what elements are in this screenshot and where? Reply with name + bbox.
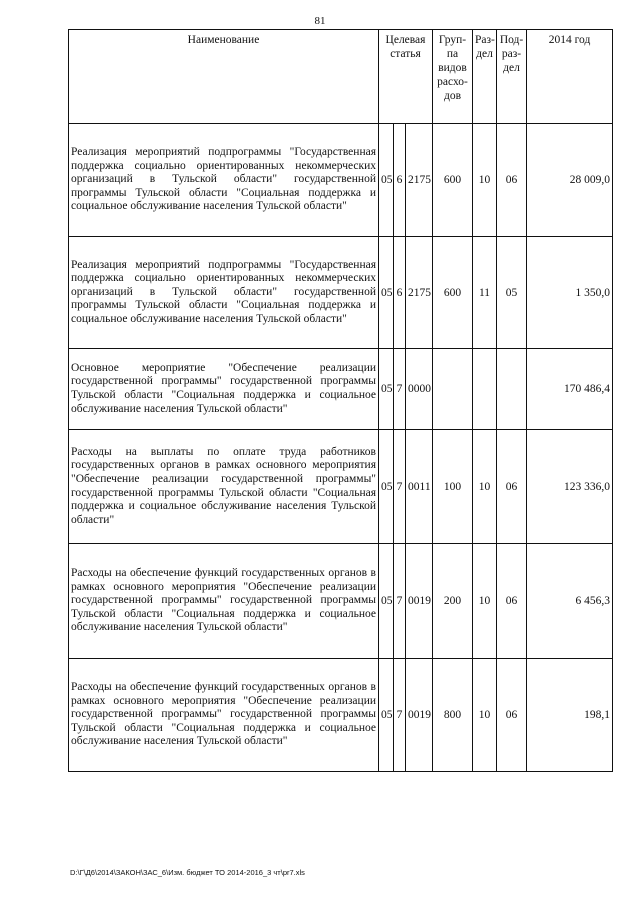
row-group: 600 — [433, 237, 473, 349]
table-row — [69, 659, 613, 772]
table-header-row — [69, 30, 613, 124]
row-section: 11 — [473, 237, 497, 349]
header-section: Раз-дел — [473, 30, 497, 124]
header-target-article: Целевая статья — [379, 30, 433, 124]
row-code1: 05 — [379, 349, 394, 430]
budget-table — [68, 29, 613, 772]
row-code3: 0011 — [406, 430, 433, 544]
row-code2: 7 — [394, 430, 406, 544]
row-section: 10 — [473, 659, 497, 772]
row-name: Реализация мероприятий подпрограммы "Государственная поддержка социально ориентированных некоммерческих организаций в Тульской области" государственной программы Тульской области "Социальная поддержка и социальное обслуживание населения Тульской области" — [69, 124, 379, 237]
row-section — [473, 349, 497, 430]
table-row — [69, 430, 613, 544]
row-code1: 05 — [379, 430, 394, 544]
page-number: 81 — [314, 15, 326, 27]
row-amount: 28 009,0 — [527, 124, 613, 237]
row-subsection: 06 — [497, 124, 527, 237]
row-code3: 0000 — [406, 349, 433, 430]
row-group: 600 — [433, 124, 473, 237]
table-row — [69, 124, 613, 237]
row-name: Расходы на обеспечение функций государственных органов в рамках основного мероприятия "Обеспечение реализации государственной программы" государственной программы Тульской области "Социальная поддержка и социальное обслуживание населения Тульской области" — [69, 659, 379, 772]
table-row — [69, 237, 613, 349]
row-amount: 1 350,0 — [527, 237, 613, 349]
row-code3: 0019 — [406, 659, 433, 772]
header-subsection: Под-раз-дел — [497, 30, 527, 124]
row-code2: 6 — [394, 124, 406, 237]
header-name: Наименование — [69, 30, 379, 124]
row-code1: 05 — [379, 124, 394, 237]
row-amount: 170 486,4 — [527, 349, 613, 430]
row-subsection: 05 — [497, 237, 527, 349]
header-year: 2014 год — [527, 30, 613, 124]
row-code2: 7 — [394, 659, 406, 772]
row-code1: 05 — [379, 544, 394, 659]
row-name: Реализация мероприятий подпрограммы "Государственная поддержка социально ориентированных некоммерческих организаций в Тульской области" государственной программы Тульской области "Социальная поддержка и социальное обслуживание населения Тульской области" — [69, 237, 379, 349]
row-amount: 123 336,0 — [527, 430, 613, 544]
row-group: 100 — [433, 430, 473, 544]
table-row — [69, 544, 613, 659]
row-name: Расходы на обеспечение функций государственных органов в рамках основного мероприятия "Обеспечение реализации государственной программы" государственной программы Тульской области "Социальная поддержка и социальное обслуживание населения Тульской области" — [69, 544, 379, 659]
header-expense-group: Груп-па видов расхо-дов — [433, 30, 473, 124]
row-section: 10 — [473, 544, 497, 659]
row-section: 10 — [473, 430, 497, 544]
row-name: Основное мероприятие "Обеспечение реализации государственной программы" государственной программы Тульской области "Социальная поддержка и социальное обслуживание населения Тульской области" — [69, 349, 379, 430]
row-subsection — [497, 349, 527, 430]
row-code3: 0019 — [406, 544, 433, 659]
row-code1: 05 — [379, 237, 394, 349]
row-code1: 05 — [379, 659, 394, 772]
row-amount: 6 456,3 — [527, 544, 613, 659]
table-row — [69, 349, 613, 430]
row-group: 200 — [433, 544, 473, 659]
file-path-footer: D:\Г\Д6\2014\ЗАКОН\ЗАС_6\Изм. бюджет ТО 2014-2016_3 чт\pr7.xls — [70, 868, 305, 877]
row-group — [433, 349, 473, 430]
row-subsection: 06 — [497, 659, 527, 772]
row-section: 10 — [473, 124, 497, 237]
row-subsection: 06 — [497, 544, 527, 659]
row-code2: 6 — [394, 237, 406, 349]
row-code2: 7 — [394, 544, 406, 659]
row-subsection: 06 — [497, 430, 527, 544]
row-code3: 2175 — [406, 237, 433, 349]
row-code2: 7 — [394, 349, 406, 430]
row-amount: 198,1 — [527, 659, 613, 772]
row-group: 800 — [433, 659, 473, 772]
row-name: Расходы на выплаты по оплате труда работников государственных органов в рамках основного мероприятия "Обеспечение реализации государственной программы" государственной программы Тульской области "Социальная поддержка и социальное обслуживание населения Тульской области" — [69, 430, 379, 544]
row-code3: 2175 — [406, 124, 433, 237]
